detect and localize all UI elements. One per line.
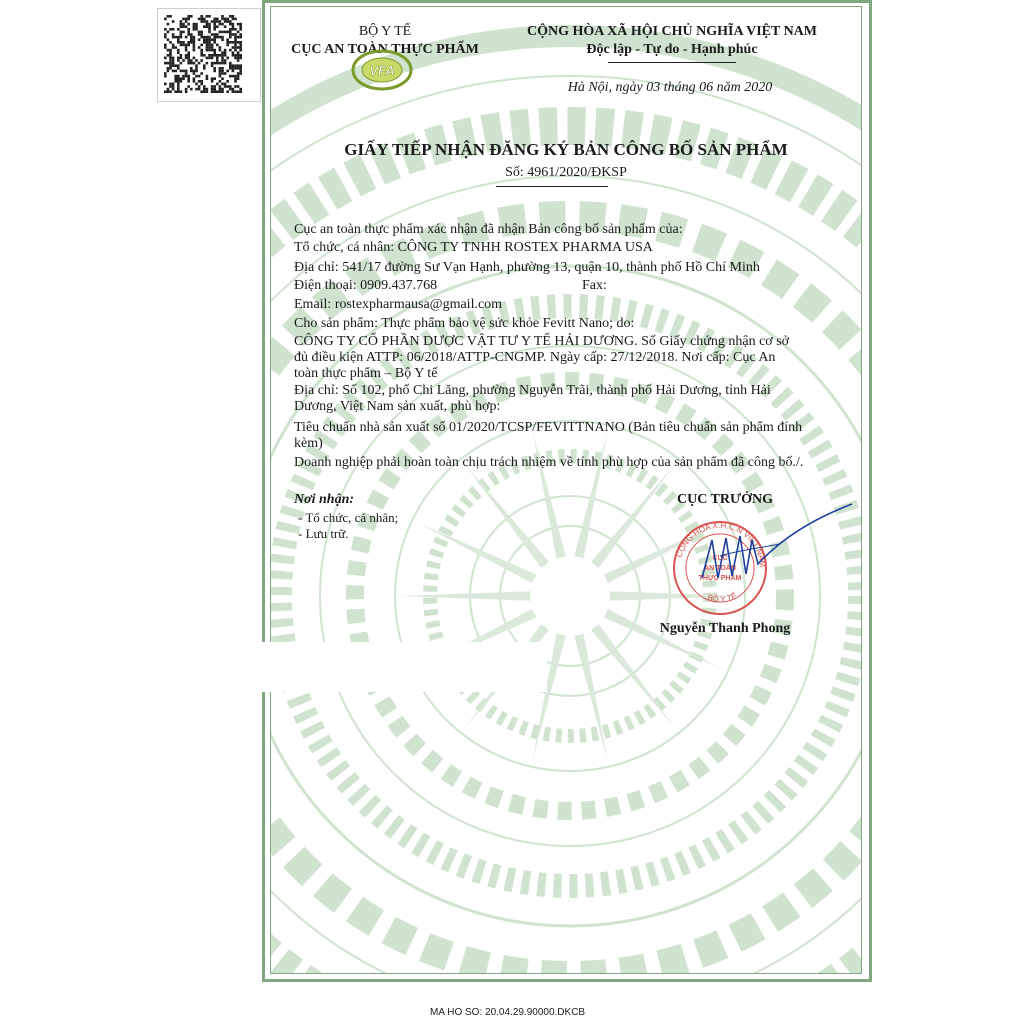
svg-text:BỘ Y TẾ (706, 590, 738, 604)
body-address: Địa chỉ: 541/17 đường Sư Vạn Hạnh, phường 13, quận 10, thành phố Hồ Chí Minh (294, 260, 760, 275)
body-standard-line1: Tiêu chuẩn nhà sản xuất số 01/2020/TCSP/FEVITTNANO (Bản tiêu chuẩn sản phẩm đính (294, 420, 803, 435)
national-motto: Độc lập - Tự do - Hạnh phúc (586, 42, 758, 57)
dossier-code: MA HO SO: 20.04.29.90000.DKCB (430, 1007, 586, 1018)
vfa-logo (350, 48, 414, 92)
body-organization: Tổ chức, cá nhân: CÔNG TY TNHH ROSTEX PHARMA USA (294, 240, 653, 255)
qr-code-icon (164, 15, 254, 95)
body-maker-line1: CÔNG TY CỔ PHẦN DƯỢC VẬT TƯ Y TẾ HẢI DƯƠNG. Số Giấy chứng nhận cơ sở (294, 334, 790, 349)
signer-name: Nguyễn Thanh Phong (659, 621, 791, 636)
issue-date: Hà Nội, ngày 03 tháng 06 năm 2020 (567, 80, 773, 95)
qr-code (157, 8, 261, 102)
ministry-name: BỘ Y TẾ (358, 24, 412, 39)
body-maker-line3: toàn thực phẩm – Bộ Y tế (294, 366, 438, 381)
document-title: GIẤY TIẾP NHẬN ĐĂNG KÝ BẢN CÔNG BỐ SẢN PHẨM (344, 140, 788, 159)
body-email: Email: rostexpharmausa@gmail.com (294, 297, 503, 312)
recipients-heading: Nơi nhận: (294, 492, 355, 507)
svg-text:CỤC: CỤC (712, 555, 728, 562)
department-name: CỤC AN TOÀN THỰC PHẨM (291, 42, 479, 57)
number-underline (496, 186, 608, 187)
logo-text: VFA (369, 63, 395, 78)
recipient-item: - Tổ chức, cá nhân; (298, 510, 399, 525)
stamp-bottom-text: BỘ Y TẾ (706, 591, 739, 604)
body-intro: Cục an toàn thực phẩm xác nhận đã nhận Bản công bố sản phẩm của: (294, 222, 683, 237)
body-fax: Fax: (582, 278, 607, 293)
body-maker-line2: đủ điều kiện ATTP: 06/2018/ATTP-CNGMP. Ngày cấp: 27/12/2018. Nơi cấp: Cục An (294, 350, 776, 365)
body-standard-line2: kèm) (294, 436, 323, 451)
official-stamp (660, 500, 860, 630)
redaction-block (262, 642, 547, 692)
signer-position: CỤC TRƯỞNG (676, 492, 774, 507)
body-responsibility: Doanh nghiệp phải hoàn toàn chịu trách nhiệm về tính phù hợp của sản phẩm đã công bố./. (294, 455, 804, 470)
body-maker-address-line2: Dương, Việt Nam sản xuất, phù hợp: (294, 399, 501, 414)
body-product: Cho sản phẩm: Thực phẩm bảo vệ sức khỏe Fevitt Nano; do: (294, 316, 635, 331)
document-number: Số: 4961/2020/ĐKSP (505, 165, 627, 180)
country-name: CỘNG HÒA XÃ HỘI CHỦ NGHĨA VIỆT NAM (526, 24, 817, 39)
recipient-item: - Lưu trữ. (298, 526, 349, 541)
body-maker-address-line1: Địa chỉ: Số 102, phố Chi Lăng, phường Nguyễn Trãi, thành phố Hải Dương, tỉnh Hải (294, 383, 771, 398)
body-phone: Điện thoại: 0909.437.768 (294, 278, 438, 293)
motto-underline (608, 62, 736, 63)
svg-text:THỰC PHẨM: THỰC PHẨM (698, 575, 742, 582)
svg-text:AN TOÀN: AN TOÀN (704, 565, 736, 572)
stamp-top-text: CỘNG HÒA X.H.C.N VIỆT NAM (674, 520, 768, 568)
